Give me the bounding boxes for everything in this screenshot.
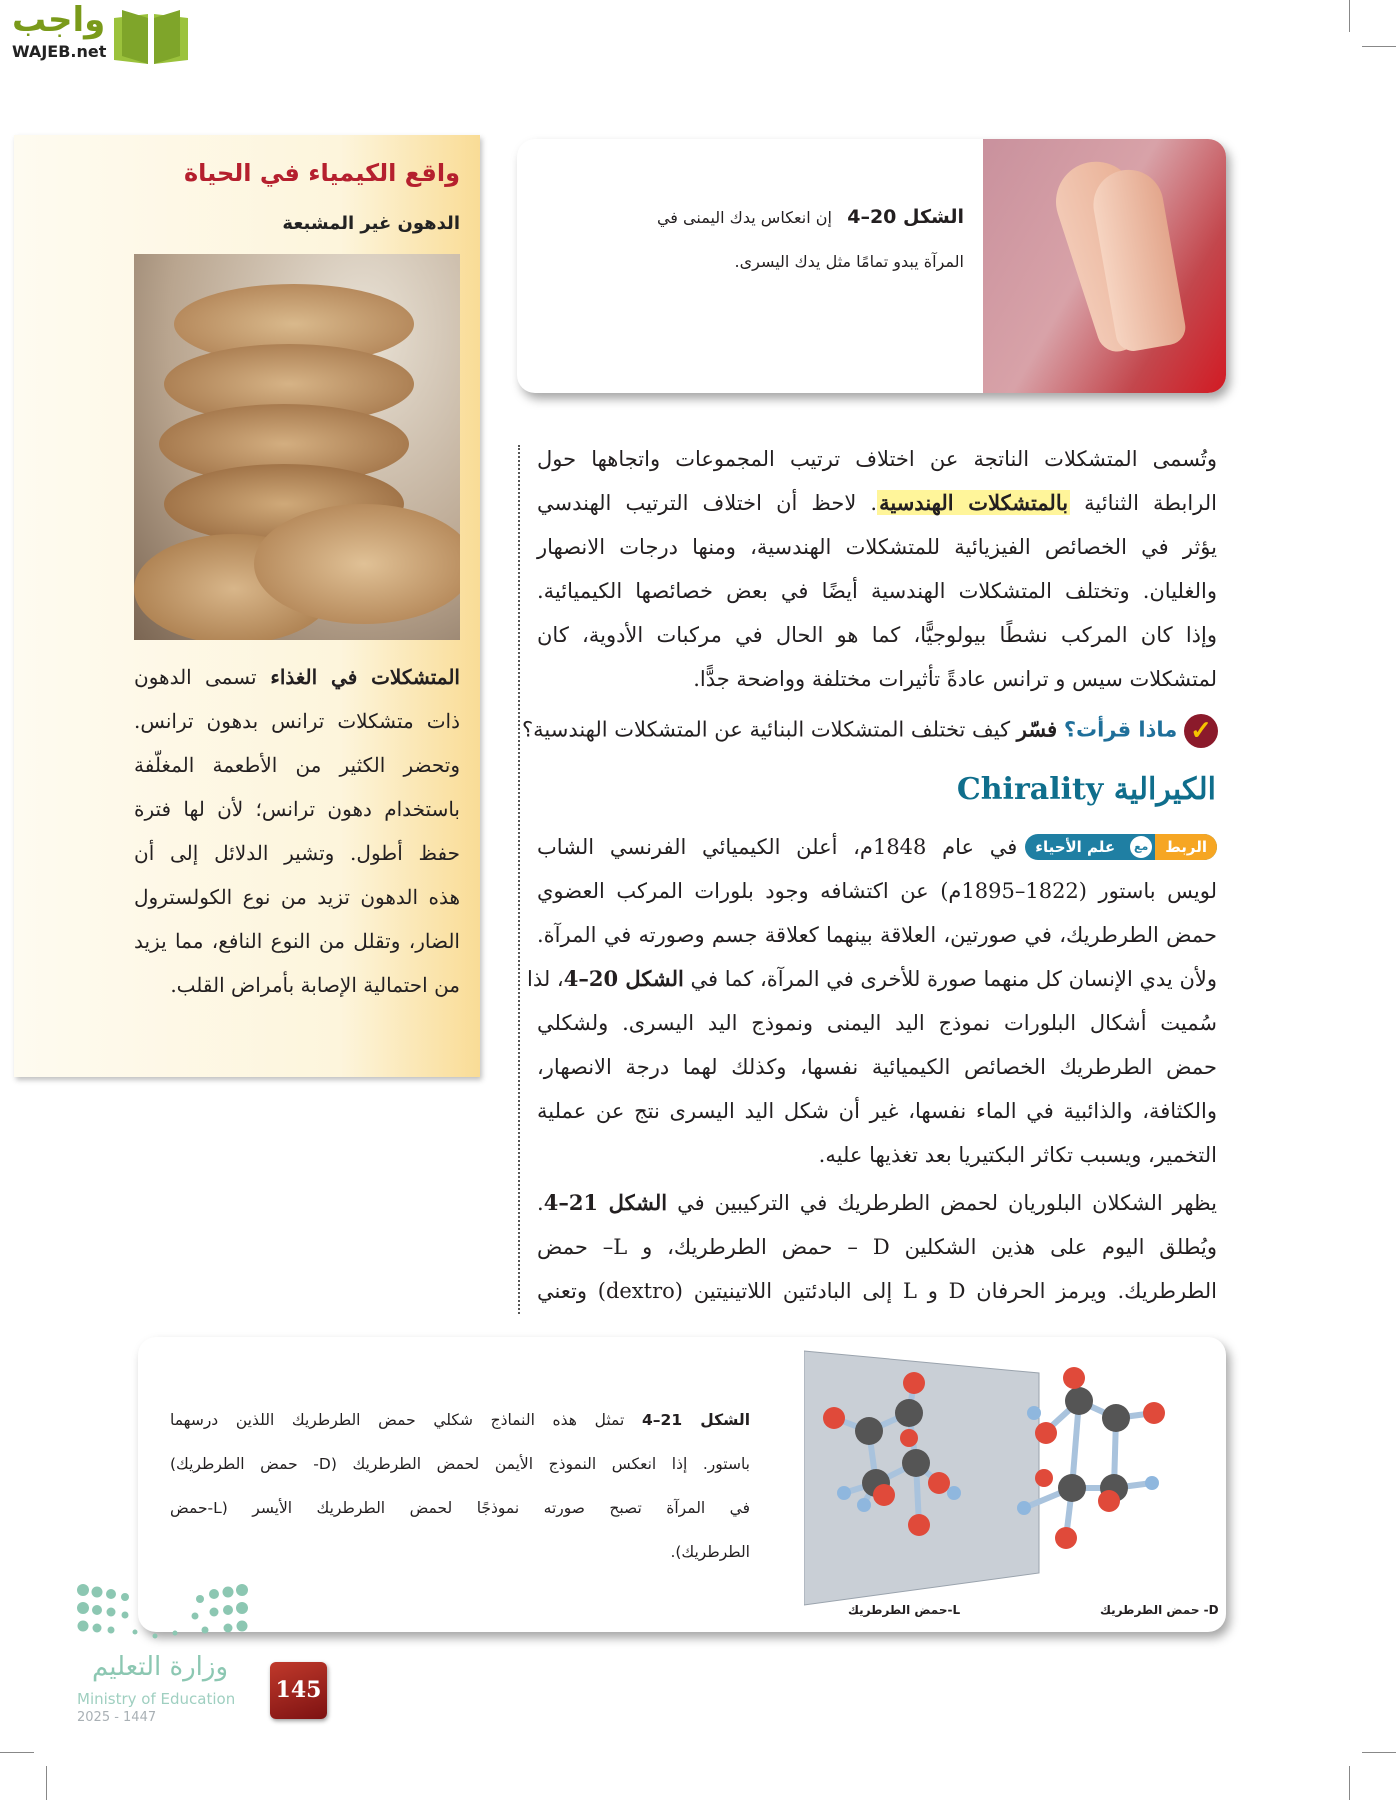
crop-mark [1362,1752,1396,1753]
figure-20-box [517,139,1226,393]
text-line [134,963,460,1007]
text-line [537,525,1217,569]
heading-english: Chirality [956,772,1104,807]
text-segment: هذه الدهون تزيد من نوع الكولسترول [134,885,460,909]
page-number-badge: 145 [270,1662,327,1719]
text-line [170,1530,750,1574]
badge-subject: علم الأحياء [1035,838,1116,856]
text-segment: ، لذا [526,967,564,991]
wajeb-logo[interactable] [8,0,193,68]
text-segment: الطرطريك. ويرمز الحرفان D و L إلى البادئتين اللاتينيتين (dextro) وتعني [537,1279,1218,1303]
text-line [537,1089,1217,1133]
text-line [537,869,1217,913]
bold-text: الشكل 21–4 [543,1190,668,1215]
text-segment: ويُطلق اليوم على هذين الشكلين D – حمض الطرطريك، و L– حمض [537,1235,1217,1259]
paragraph-line: في عام 1848م، أعلن الكيميائي الفرنسي الشاب [537,835,1018,859]
text-segment: ولأن يدي الإنسان كل منهما صورة للأخرى في المرآة، كما في [683,967,1217,991]
edition-year: 2025 - 1447 [77,1710,157,1725]
text-segment: من احتمالية الإصابة بأمراض القلب. [170,973,460,997]
reading-check-text: كيف تختلف المتشكلات البنائية عن المتشكلات الهندسية؟ [521,717,1011,742]
figure-21-box [138,1337,1226,1632]
text-line [537,1181,1217,1225]
text-segment: لمتشكلات سيس و ترانس عادةً تأثيرات مختلفة وواضحة جدًّا. [693,667,1217,691]
heart-with-icon: مع [1130,836,1152,858]
text-line [134,919,460,963]
text-segment: سُميت أشكال البلورات نموذج اليد اليمنى ونموذج اليد اليسرى. ولشكلي [537,1011,1217,1035]
text-segment: والكثافة، والذائبية في الماء نفسها، غير أن شكل اليد اليسرى نتج عن عملية [537,1099,1217,1123]
hands-photo [983,139,1226,393]
text-line [537,657,1217,701]
open-book-icon [108,4,194,68]
column-divider [518,445,520,1314]
key-term: بالمتشكلات الهندسية [879,490,1069,515]
text-segment: . لاحظ أن اختلاف الترتيب الهندسي [537,491,878,515]
tartaric-acid-models [804,1343,1208,1632]
text-line [537,1225,1217,1269]
text-segment: يظهر الشكلان البلوريان لحمض الطرطريك في التركيبين في [667,1191,1217,1215]
text-line [134,875,460,919]
ministry-arabic: وزارة التعليم [91,1652,229,1682]
text-segment: وإذا كان المركب نشطًا بيولوجيًّا، كما هو الحال في مركبات الأدوية، كان [537,623,1217,647]
reading-check-label: ماذا قرأت؟ [1063,717,1178,742]
caption-line: المرآة يبدو تمامًا مثل يدك اليسرى. [734,252,964,271]
reading-check-verb: فسّر [1016,716,1058,742]
ministry-logo [75,1580,255,1730]
section-heading-chirality [957,772,1216,807]
checkmark-icon: ✓ [1184,714,1218,748]
text-segment: . [537,1191,544,1215]
text-segment: حمض الطرطريك الخصائص الكيميائية نفسها، وكذلك لهما درجة الانصهار، [537,1055,1217,1079]
text-line [134,787,460,831]
bold-text: الشكل 21–4 [642,1411,751,1429]
logo-latin: WAJEB.net [12,42,107,61]
text-segment: وتحضر الكثير من الأطعمة المغلّفة [134,753,460,777]
bold-text: الشكل 20–4 [563,966,684,991]
text-line [537,613,1217,657]
logo-arabic: واجب [12,0,106,40]
text-segment: تمثل هذه النماذج شكلي حمض الطرطريك اللذين درسهما [170,1411,642,1429]
paragraph-chirality [526,869,1217,1177]
paragraph-tartaric [537,1181,1217,1313]
figure-20-label: الشكل 20–4 [847,206,964,228]
text-line [134,699,460,743]
sidebar-title: واقع الكيمياء في الحياة [184,159,460,187]
chemistry-in-life-sidebar [14,135,480,1077]
text-segment: الرابطة الثنائية [1070,491,1217,515]
crop-mark [1349,1766,1350,1800]
text-line [170,1442,750,1486]
text-segment: ذات متشكلات ترانس بدهون ترانس. [134,709,460,733]
text-line [537,1269,1217,1313]
paragraph-geometric-isomers [537,437,1217,701]
text-line [170,1398,750,1442]
sidebar-body [134,655,460,1007]
text-line [537,569,1217,613]
crop-mark [1349,0,1350,32]
text-line [537,481,1217,525]
text-line [537,913,1217,957]
text-line [537,1133,1217,1177]
text-segment: حفظ أطول. وتشير الدلائل إلى أن [134,841,460,865]
label-d-tartaric: D- حمض الطرطريك [1100,1603,1219,1617]
text-line [526,957,1217,1001]
ministry-dots-icon [75,1580,250,1640]
text-segment: تسمى الدهون [134,665,257,689]
text-line [170,1486,750,1530]
text-segment: باستخدام دهون ترانس؛ لأن لها فترة [134,797,460,821]
text-segment: التخمير، ويسبب تكاثر البكتيريا بعد تغذيها عليه. [818,1143,1217,1167]
text-segment: يؤثر في الخصائص الفيزيائية للمتشكلات الهندسية، ومنها درجات الانصهار [537,535,1217,559]
reading-check [522,714,1218,748]
text-line [537,1001,1217,1045]
heading-arabic: الكيرالية [1113,772,1216,807]
connect-biology-badge[interactable] [1025,834,1217,860]
label-l-tartaric: L-حمض الطرطريك [848,1603,961,1617]
figure-21-caption [170,1398,750,1574]
text-line [537,1045,1217,1089]
text-segment: وتُسمى المتشكلات الناتجة عن اختلاف ترتيب المجموعات واتجاهها حول [537,447,1217,471]
badge-prefix: الربط [1155,834,1217,860]
text-segment: الطرطريك). [670,1543,750,1561]
bold-text: المتشكلات في الغذاء [256,665,460,689]
flatbread-photo [134,254,460,640]
text-segment: حمض الطرطريك، في صورتين، العلاقة بينهما كعلاقة جسم وصورته في المرآة. [537,923,1217,947]
crop-mark [1362,46,1396,47]
text-line [134,831,460,875]
text-segment: والغليان. وتختلف المتشكلات الهندسية أيضًا في بعض خصائصها الكيميائية. [537,579,1217,603]
text-segment: باستور. إذا انعكس النموذج الأيمن لحمض الطرطريك (D- حمض الطرطريك) [170,1455,750,1473]
crop-mark [46,1766,47,1800]
crop-mark [0,1752,34,1753]
text-line [537,437,1217,481]
text-segment: في المرآة تصبح صورته نموذجًا لحمض الطرطريك الأيسر (L-حمض [170,1499,750,1517]
text-line [134,655,460,699]
text-segment: الضار، وتقلل من النوع النافع، مما يزيد [134,929,460,953]
sidebar-subtitle: الدهون غير المشبعة [282,213,460,234]
ministry-english: Ministry of Education [77,1690,236,1708]
text-segment: لويس باستور (1822–1895م) عن اكتشافه وجود بلورات المركب العضوي [537,879,1217,903]
text-line [134,743,460,787]
figure-20-caption [544,195,964,284]
paragraph-chirality-first-line [537,825,1217,869]
caption-line: إن انعكاس يدك اليمنى في [656,208,832,227]
